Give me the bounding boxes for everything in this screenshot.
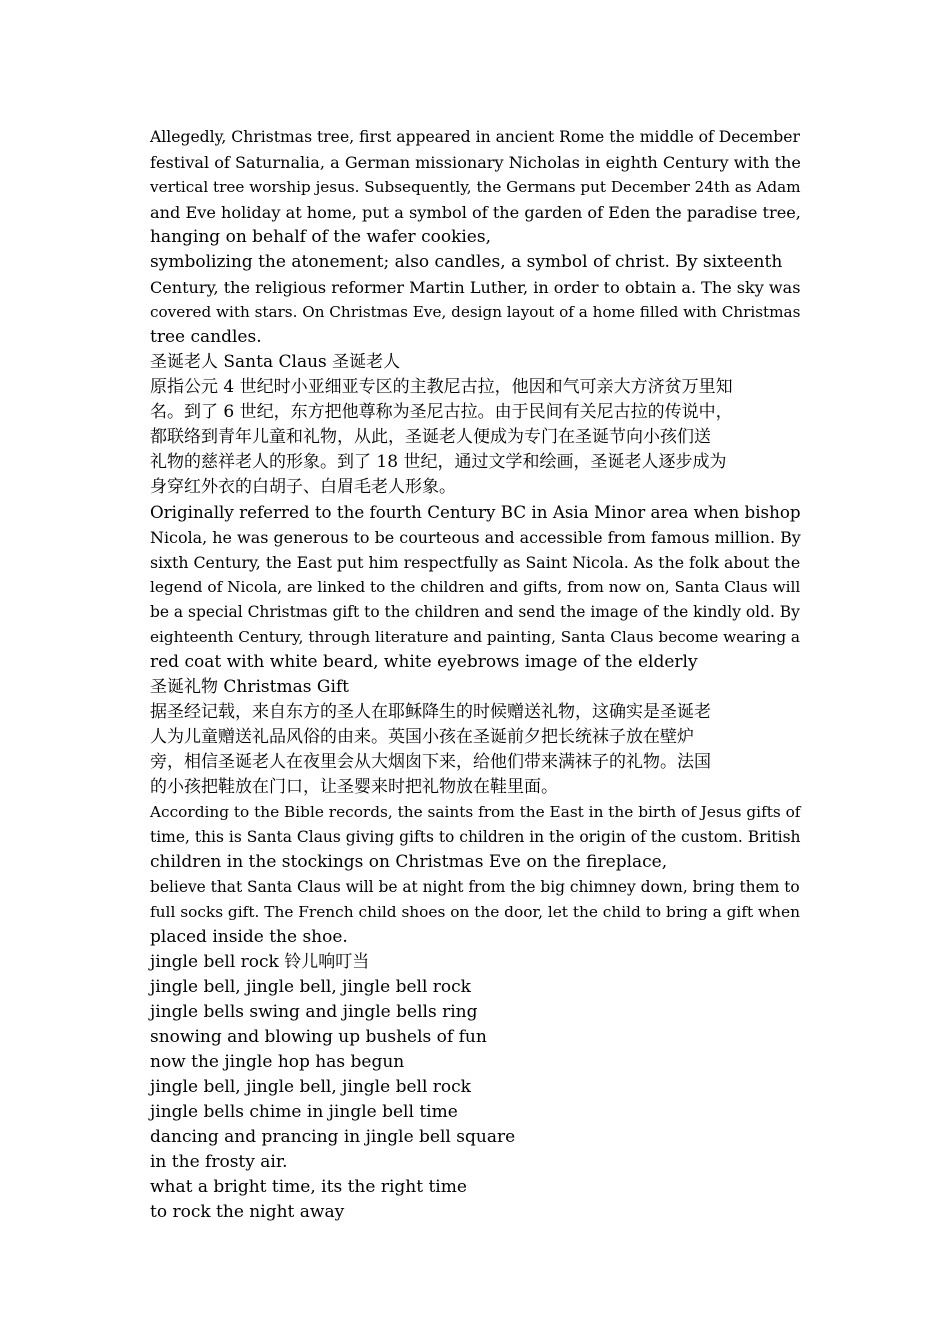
lyric-line: now the jingle hop has begun [150, 1052, 405, 1072]
text-line: Century, the religious reformer Martin Luther, in order to obtain a. The sky was [150, 278, 801, 297]
lyric-line: in the frosty air. [150, 1152, 288, 1172]
text-line: legend of Nicola, are linked to the children and gifts, from now on, Santa Claus will [150, 578, 801, 596]
text-line: and Eve holiday at home, put a symbol of the garden of Eden the paradise tree, [150, 203, 801, 222]
lyric-line: snowing and blowing up bushels of fun [150, 1027, 487, 1047]
text-line: red coat with white beard, white eyebrows image of the elderly [150, 652, 698, 672]
text-line: According to the Bible records, the saints from the East in the birth of Jesus gifts of [150, 803, 801, 821]
lyric-line: jingle bell, jingle bell, jingle bell rock [150, 1077, 471, 1097]
text-line: Nicola, he was generous to be courteous and accessible from famous million. By [150, 528, 801, 547]
text-line: 名。到了 6 世纪，东方把他尊称为圣尼古拉。由于民间有关尼古拉的传说中， [150, 402, 733, 422]
text-line: 都联络到青年儿童和礼物，从此，圣诞老人便成为专门在圣诞节向小孩们送 [150, 427, 711, 447]
text-line: festival of Saturnalia, a German missionary Nicholas in eighth Century with the [150, 153, 801, 172]
text-line: children in the stockings on Christmas Eve on the fireplace, [150, 852, 668, 872]
text-line: covered with stars. On Christmas Eve, design layout of a home filled with Christmas [150, 303, 801, 321]
section-heading: 圣诞礼物 Christmas Gift [150, 677, 350, 697]
text-line: eighteenth Century, through literature and painting, Santa Claus become wearing a [150, 628, 801, 646]
text-line: tree candles. [150, 327, 262, 347]
lyric-line: jingle bells swing and jingle bells ring [150, 1002, 478, 1022]
text-line: 旁，相信圣诞老人在夜里会从大烟囱下来，给他们带来满袜子的礼物。法国 [150, 752, 711, 772]
lyric-line: jingle bells chime in jingle bell time [150, 1102, 458, 1122]
text-line: believe that Santa Claus will be at night from the big chimney down, bring them to [150, 878, 800, 896]
text-line: 人为儿童赠送礼品风俗的由来。英国小孩在圣诞前夕把长统袜子放在壁炉 [150, 727, 694, 747]
lyric-line: dancing and prancing in jingle bell square [150, 1127, 516, 1147]
text-line: time, this is Santa Claus giving gifts to children in the origin of the custom. British [150, 828, 801, 846]
lyric-line: jingle bell, jingle bell, jingle bell rock [150, 977, 471, 997]
text-line: 礼物的慈祥老人的形象。到了 18 世纪，通过文学和绘画，圣诞老人逐步成为 [150, 452, 727, 472]
text-line: full socks gift. The French child shoes on the door, let the child to bring a gift when [150, 903, 800, 921]
text-line: hanging on behalf of the wafer cookies, [150, 227, 491, 247]
text-line: 身穿红外衣的白胡子、白眉毛老人形象。 [150, 477, 456, 497]
section-heading: jingle bell rock 铃儿响叮当 [150, 952, 370, 972]
text-line: 原指公元 4 世纪时小亚细亚专区的主教尼古拉，他因和气可亲大方济贫万里知 [150, 377, 733, 397]
section-heading: 圣诞老人 Santa Claus 圣诞老人 [150, 352, 401, 372]
text-line: 据圣经记载，来自东方的圣人在耶稣降生的时候赠送礼物，这确实是圣诞老 [150, 702, 711, 722]
text-line: sixth Century, the East put him respectfully as Saint Nicola. As the folk about the [150, 553, 801, 572]
text-line: 的小孩把鞋放在门口，让圣婴来时把礼物放在鞋里面。 [150, 777, 558, 797]
lyric-line: what a bright time, its the right time [150, 1177, 467, 1197]
text-line: vertical tree worship jesus. Subsequently, the Germans put December 24th as Adam [150, 178, 801, 196]
lyric-line: to rock the night away [150, 1202, 345, 1222]
text-line: Originally referred to the fourth Century BC in Asia Minor area when bishop [150, 503, 801, 522]
text-line: Allegedly, Christmas tree, first appeared in ancient Rome the middle of December [150, 128, 800, 146]
document-body [150, 125, 805, 1225]
text-line: placed inside the shoe. [150, 927, 348, 947]
text-line: symbolizing the atonement; also candles, a symbol of christ. By sixteenth [150, 252, 783, 272]
text-line: be a special Christmas gift to the children and send the image of the kindly old. By [150, 603, 800, 621]
